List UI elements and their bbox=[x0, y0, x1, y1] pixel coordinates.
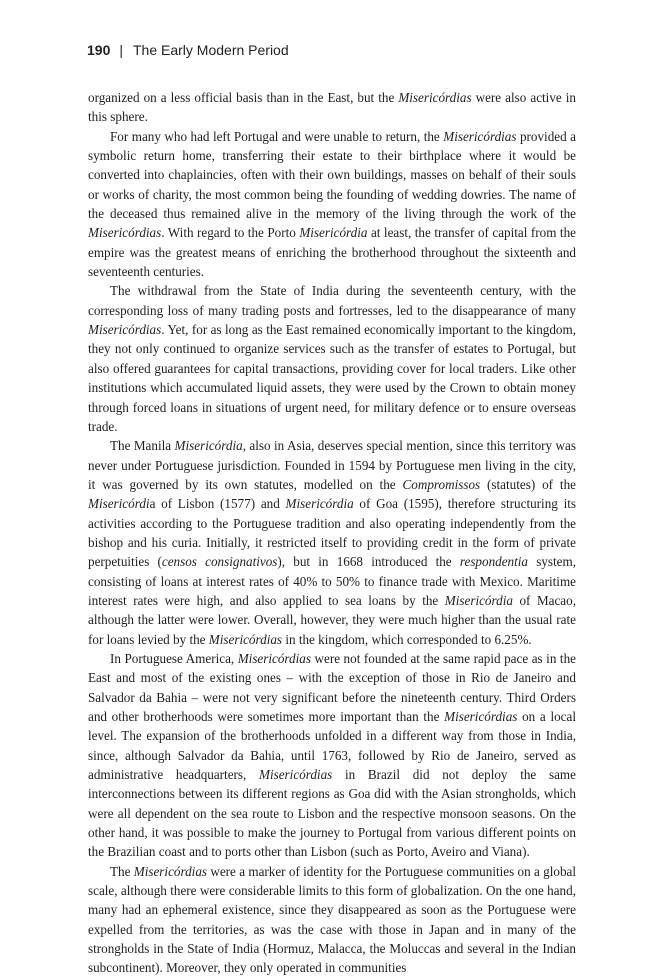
text-run: were also active in this sphere. bbox=[88, 90, 576, 125]
paragraph bbox=[88, 281, 576, 436]
text-run: The withdrawal from the State of India during the seventeenth century, with the corresponding loss of many trading posts and fortresses, led to the disappearance of many bbox=[88, 283, 576, 318]
italic-term: Misericórdia bbox=[285, 496, 354, 512]
text-run: The Manila bbox=[110, 438, 175, 454]
italic-term: Compromissos bbox=[402, 476, 481, 492]
italic-term: Misericórdias bbox=[208, 631, 283, 647]
paragraph bbox=[88, 88, 576, 127]
paragraph bbox=[88, 649, 576, 862]
text-run: (statutes) of the bbox=[480, 476, 576, 492]
italic-term: Misericórdi bbox=[88, 496, 150, 512]
running-title: The Early Modern Period bbox=[133, 42, 289, 58]
text-run: of Macao, although the latter were lower. Overall, however, they were much higher than the usual rate for loans levied by the bbox=[88, 592, 576, 647]
text-run: system, consisting of loans at interest rates of 40% to 50% to finance trade with Mexico. Maritime interest rates were high, and also applied to sea loans by the bbox=[88, 554, 576, 608]
text-run: The bbox=[110, 863, 134, 879]
paragraph bbox=[88, 862, 576, 978]
italic-term: Misericórdia bbox=[174, 438, 243, 454]
text-run: of Goa (1595), therefore structuring its activities according to the Portuguese tradition and also operating independently from the bishop and his curia. Initially, it restricted itself to providing credit in the form of private perpetuities ( bbox=[88, 496, 576, 570]
italic-term: Misericórdias bbox=[398, 90, 472, 105]
italic-term: Misericórdias bbox=[237, 650, 311, 666]
text-run: on a local level. The expansion of the brotherhoods unfolded in a different way from those in India, since, although Salvador da Bahia, until 1763, followed by Rio de Janeiro, served as administrative headquarters, bbox=[88, 709, 577, 783]
paragraph bbox=[88, 436, 576, 649]
italic-term: Misericórdias bbox=[133, 863, 208, 879]
text-run: were not founded at the same rapid pace as in the East and most of the existing ones – with the exception of those in Rio de Janeiro and Salvador da Bahia – were not very significant before the nineteenth century. Third Orders and other brotherhoods were sometimes more important than the bbox=[88, 650, 576, 724]
italic-term: censos consignativos bbox=[161, 554, 278, 570]
italic-term: respondentia bbox=[459, 554, 528, 570]
text-run: in the kingdom, which corresponded to 6.25%. bbox=[282, 631, 532, 647]
italic-term: Misericórdias bbox=[444, 709, 518, 724]
text-run: ), but in 1668 introduced the bbox=[277, 554, 460, 570]
italic-term: Misericórdias bbox=[88, 225, 162, 241]
text-run: For many who had left Portugal and were unable to return, the bbox=[110, 128, 444, 144]
text-run: . With regard to the Porto bbox=[161, 225, 300, 241]
header-separator: | bbox=[119, 42, 123, 58]
text-run: a of Lisbon (1577) and bbox=[149, 496, 286, 512]
italic-term: Misericórdias bbox=[88, 322, 162, 338]
text-run: at least, the transfer of capital from the empire was the greatest means of enriching the brotherhood throughout the sixteenth and seventeenth centuries. bbox=[88, 225, 576, 280]
text-run: in Brazil did not deploy the same interconnections between its different regions as Goa did with the Asian strongholds, which were all dependent on the sea route to Lisbon and the respective monsoon seasons. On the other hand, it was possible to make the journey to Portugal from various different points on the Brazilian coast and to ports other than Lisbon (such as Porto, Aveiro and Viana). bbox=[88, 767, 576, 860]
text-run: were a marker of identity for the Portuguese communities on a global scale, although there were considerable limits to this form of globalization. On the one hand, many had an ephemeral existence, since they disappeared as soon as the Portuguese were expelled from the territories, as was the case with those in Japan and in many of the strongholds in the State of India (Hormuz, Malacca, the Moluccas and several in the Indian subcontinent). Moreover, they only operated in communities bbox=[88, 863, 577, 976]
paragraph bbox=[88, 127, 576, 282]
text-run: . Yet, for as long as the East remained economically important to the kingdom, they not only continued to organize services such as the transfer of estates to Portugal, but also offered guarantees for capital transactions, providing cover for local traders. Like other institutions which accumulated liquid assets, they were used by the Crown to obtain money through forced loans in situations of urgent need, for military defence or to ensure overseas trade. bbox=[88, 322, 576, 434]
text-run: In Portuguese America, bbox=[110, 650, 238, 666]
italic-term: Misericórdias bbox=[443, 128, 517, 144]
italic-term: Misericórdia bbox=[299, 225, 368, 241]
text-run: , also in Asia, deserves special mention, since this territory was never under Portuguese jurisdiction. Founded in 1594 by Portuguese men living in the city, it was governed by its own statutes, modelled on the bbox=[88, 438, 576, 492]
italic-term: Misericórdias bbox=[259, 767, 333, 783]
text-run: provided a symbolic return home, transferring their estate to their birthplace where it would be converted into chaplaincies, often with their own buildings, masses on behalf of their souls or works of charity, the most common being the founding of wedding dowries. The name of the deceased thus remained alive in the memory of the living through the work of the bbox=[88, 128, 576, 222]
running-head bbox=[87, 42, 289, 58]
italic-term: Misericórdia bbox=[444, 592, 513, 608]
text-run: organized on a less official basis than in the East, but the bbox=[88, 90, 399, 105]
body-text bbox=[88, 88, 576, 978]
page-number: 190 bbox=[87, 42, 111, 58]
